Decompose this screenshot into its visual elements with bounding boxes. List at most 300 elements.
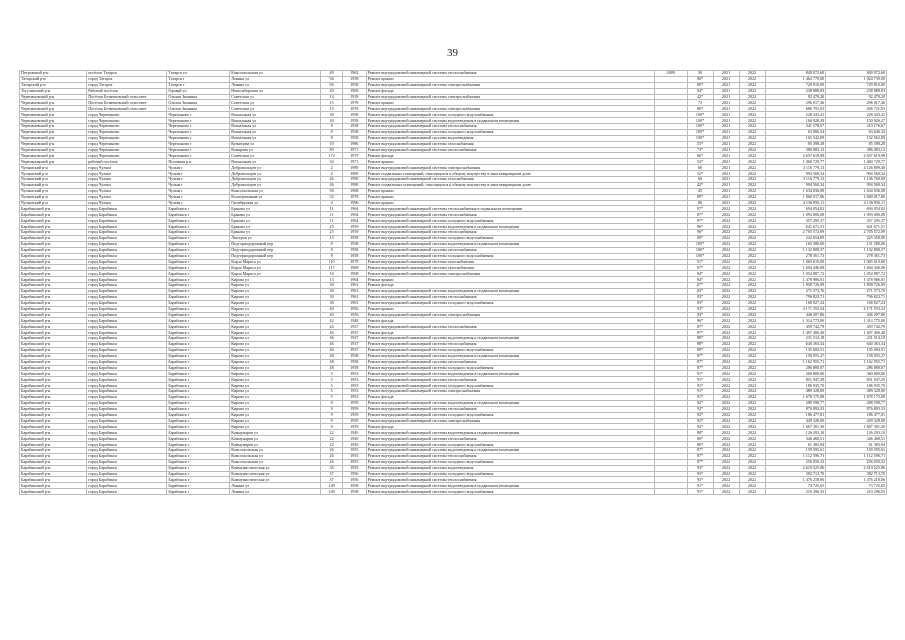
cell-cost-total: 4 136 956,11 [765, 200, 826, 206]
cell-locality: Барабинск г [167, 400, 230, 406]
cell-street: Карла Маркса ул [230, 271, 321, 277]
cell-cost-total: 357 295,37 [765, 218, 826, 224]
cell-plan-year-end: 2022 [739, 100, 765, 106]
cell-plan-year-end: 2022 [739, 448, 765, 454]
cell-plan-year-end: 2022 [739, 88, 765, 94]
cell-house-number: 94 [321, 82, 343, 88]
cell-district: Барабинский р-н [20, 418, 87, 424]
cell-cost-fund: 1 112 596,71 [826, 453, 887, 459]
cell-locality: Барабинск г [167, 377, 230, 383]
cell-work-type: Ремонт внутридомовой инженерной системы водоотведения в подвальном помещении [366, 336, 654, 342]
cell-cost-fund: 288 598,77 [826, 400, 887, 406]
cell-wear-percent: 60 [687, 165, 713, 171]
cell-plan-year-end: 2022 [739, 347, 765, 353]
cell-work-type: Ремонт внутридомовой инженерной системы электроснабжения [366, 312, 654, 318]
cell-street: Кирова ул [230, 400, 321, 406]
cell-cost-fund: 876 893,33 [826, 406, 887, 412]
cell-cost-total: 165 542,09 [765, 135, 826, 141]
cell-settlement-type: город Барабинск [87, 294, 167, 300]
cell-cost-total: 641 671,51 [765, 224, 826, 230]
cell-cost-fund: 286 880,07 [826, 365, 887, 371]
cell-plan-year-start: 2022 [713, 418, 739, 424]
cell-settlement-type: город Барабинск [87, 212, 167, 218]
cell-plan-year-end: 2022 [739, 377, 765, 383]
cell-settlement-type: город Барабинск [87, 230, 167, 236]
cell-locality: Чулым г [167, 188, 230, 194]
cell-plan-year-start: 2022 [713, 294, 739, 300]
cell-plan-year-start: 2021 [713, 118, 739, 124]
cell-build-year: 1978 [342, 100, 366, 106]
cell-plan-year-end: 2022 [739, 318, 765, 324]
cell-street: Коммунаров ул [230, 436, 321, 442]
cell-district: Барабинский р-н [20, 489, 87, 495]
page-number: 39 [447, 47, 458, 59]
cell-settlement-type: город Черепаново [87, 124, 167, 130]
cell-district: Барабинский р-н [20, 377, 87, 383]
cell-plan-year-end: 2022 [739, 129, 765, 135]
cell-settlement-type: город Барабинск [87, 389, 167, 395]
cell-cost-total: 1 858 726,09 [765, 283, 826, 289]
cell-cost-fund: 4 171 553,54 [826, 306, 887, 312]
cell-street: Брынзы ул [230, 212, 321, 218]
cell-settlement-type: город Барабинск [87, 448, 167, 454]
cell-work-type: Ремонт внутридомовой инженерной системы теплоснабжения [366, 406, 654, 412]
cell-build-year: 1956 [342, 312, 366, 318]
cell-build-year: 1958 [342, 129, 366, 135]
cell-house-number: 40 [321, 312, 343, 318]
cell-settlement-type: город Барабинск [87, 288, 167, 294]
cell-wear-percent: 92* [687, 406, 713, 412]
cell-house-number: 8 [321, 124, 343, 130]
cell-work-type: Ремонт внутридомовой инженерной системы водоотведения в подвальном помещении [366, 118, 654, 124]
cell-cost-fund: 386 083,13 [826, 147, 887, 153]
cell-cost-total: 278 361,73 [765, 253, 826, 259]
cell-house-number: 48 [321, 353, 343, 359]
cell-cost-fund: 85 398,28 [826, 141, 887, 147]
cell-build-year: 1937 [342, 330, 366, 336]
cell-settlement-type: город Барабинск [87, 483, 167, 489]
cell-plan-year-end: 2022 [739, 430, 765, 436]
cell-build-year: 1978 [342, 106, 366, 112]
cell-plan-year-end: 2022 [739, 418, 765, 424]
cell-work-type: Ремонт внутридомовой инженерной системы водоотведения в подвальном помещении [366, 448, 654, 454]
cell-house-number: 34 [321, 159, 343, 165]
cell-wear-percent: 87* [687, 459, 713, 465]
cell-street: Кирова ул [230, 347, 321, 353]
cell-wear-percent: 60 [687, 177, 713, 183]
cell-cost-total: 449 328,00 [765, 418, 826, 424]
cell-locality: Барабинск г [167, 294, 230, 300]
cell-plan-year-end: 2022 [739, 265, 765, 271]
cell-plan-year-start: 2022 [713, 453, 739, 459]
cell-cost-total: 73 725,65 [765, 483, 826, 489]
cell-cost-total: 459 742,79 [765, 324, 826, 330]
cell-street: Кирова ул [230, 288, 321, 294]
cell-wear-percent: 66* [687, 153, 713, 159]
cell-plan-year-start: 2022 [713, 306, 739, 312]
cell-wear-percent: 100* [687, 112, 713, 118]
cell-district: Барабинский р-н [20, 235, 87, 241]
cell-district: Барабинский р-н [20, 448, 87, 454]
cell-plan-year-end: 2022 [739, 436, 765, 442]
cell-cost-fund: 231 514,18 [826, 336, 887, 342]
cell-wear-percent: 80* [687, 235, 713, 241]
cell-wear-percent: 52* [687, 171, 713, 177]
cell-house-number: 48 [321, 359, 343, 365]
cell-build-year: 1956 [342, 471, 366, 477]
cell-plan-year-start: 2021 [713, 153, 739, 159]
cell-plan-year-start: 2021 [713, 171, 739, 177]
cell-locality: Черепаново г [167, 135, 230, 141]
cell-house-number: 46 [321, 341, 343, 347]
cell-plan-year-start: 2021 [713, 194, 739, 200]
cell-plan-year-end: 2022 [739, 406, 765, 412]
cell-street: Вокзальная ул [230, 129, 321, 135]
cell-build-year: 1959 [342, 224, 366, 230]
cell-wear-percent: 92* [687, 400, 713, 406]
cell-plan-year-end: 2022 [739, 400, 765, 406]
cell-locality: Черепаново г [167, 118, 230, 124]
cell-plan-year-end: 2022 [739, 277, 765, 283]
cell-build-year: 1962 [342, 71, 366, 77]
cell-house-number: 14 [321, 94, 343, 100]
cell-plan-year-start: 2022 [713, 412, 739, 418]
cell-plan-year-end: 2022 [739, 188, 765, 194]
cell-cost-fund: 126 293,10 [826, 430, 887, 436]
cell-locality: Ольхов Зимника [167, 106, 230, 112]
cell-cost-fund: 186 935,70 [826, 383, 887, 389]
cell-house-number: 8 [321, 247, 343, 253]
cell-district: Барабинский р-н [20, 253, 87, 259]
cell-build-year: 1990 [342, 177, 366, 183]
cell-street: Кирова ул [230, 294, 321, 300]
cell-cost-total: 729 810,00 [765, 82, 826, 88]
cell-wear-percent: 93* [687, 465, 713, 471]
cell-work-type: Ремонт крыши [366, 200, 654, 206]
cell-settlement-type: город Барабинск [87, 265, 167, 271]
cell-work-type: Ремонт внутридомовой инженерной системы газоснабжения [366, 141, 654, 147]
cell-district: Барабинский р-н [20, 224, 87, 230]
cell-work-type: Ремонт внутридомовой инженерной системы теплоснабжения [366, 247, 654, 253]
cell-cost-fund: 1 314 775,00 [826, 318, 887, 324]
cell-wear-percent: 94* [687, 88, 713, 94]
cell-settlement-type: город Барабинск [87, 259, 167, 265]
cell-house-number: 9 [321, 412, 343, 418]
cell-locality: Барабинск г [167, 341, 230, 347]
cell-district: Черепановский р-н [20, 124, 87, 130]
cell-cost-total: 1 604 446,08 [765, 265, 826, 271]
cell-wear-percent: 73* [687, 147, 713, 153]
cell-cost-total: 256 050,32 [765, 459, 826, 465]
cell-settlement-type: город Барабинск [87, 477, 167, 483]
cell-street: Ленина ул [230, 489, 321, 495]
cell-locality: Барабинск г [167, 288, 230, 294]
cell-locality: Барабинск г [167, 430, 230, 436]
cell-work-type: Ремонт внутридомовой инженерной системы холодного водоснабжения [366, 365, 654, 371]
cell-build-year: 1968 [342, 188, 366, 194]
cell-district: Черепановский р-н [20, 118, 87, 124]
cell-cost-fund: 640 363,34 [826, 341, 887, 347]
cell-locality: Барабинск г [167, 353, 230, 359]
cell-plan-year-start: 2022 [713, 253, 739, 259]
cell-work-type: Ремонт фасада [366, 424, 654, 430]
cell-work-type: Ремонт внутридомовой инженерной системы водоотведения в подвальном помещении [366, 224, 654, 230]
cell-locality: Барабинск г [167, 230, 230, 236]
cell-street: Карла Маркса ул [230, 259, 321, 265]
cell-house-number: 172 [321, 153, 343, 159]
cell-cost-fund: 159 595,61 [826, 448, 887, 454]
cell-district: Барабинский р-н [20, 347, 87, 353]
cell-cost-total: 2 705 572,09 [765, 230, 826, 236]
cell-work-type: Ремонт внутридомовой инженерной системы электроснабжения [366, 418, 654, 424]
cell-cost-fund: 210 296,55 [826, 489, 887, 495]
cell-plan-year-start: 2022 [713, 477, 739, 483]
cell-build-year: 1958 [342, 135, 366, 141]
cell-plan-year-end: 2022 [739, 194, 765, 200]
cell-street: Добровольцев ул [230, 171, 321, 177]
cell-build-year: 1971 [342, 159, 366, 165]
cell-street: Кирова ул [230, 371, 321, 377]
cell-plan-year-start: 2021 [713, 112, 739, 118]
cell-settlement-type: город Барабинск [87, 442, 167, 448]
cell-district: Барабинский р-н [20, 294, 87, 300]
cell-plan-year-start: 2021 [713, 106, 739, 112]
cell-locality: Барабинск г [167, 465, 230, 471]
cell-settlement-type: город Барабинск [87, 206, 167, 212]
cell-work-type: Ремонт внутридомовой инженерной системы холодного водоснабжения [366, 442, 654, 448]
cell-build-year: 1959 [342, 400, 366, 406]
cell-plan-year-start: 2021 [713, 200, 739, 206]
cell-house-number: 46 [321, 330, 343, 336]
cell-work-type: Ремонт крыши [366, 159, 654, 165]
cell-district: Чулымский р-н [20, 165, 87, 171]
cell-street: Советская ул [230, 100, 321, 106]
cell-house-number: 22 [321, 436, 343, 442]
cell-house-number: 8 [321, 129, 343, 135]
cell-settlement-type: город Барабинск [87, 283, 167, 289]
cell-plan-year-end: 2022 [739, 471, 765, 477]
cell-cost-total: 346 468,51 [765, 436, 826, 442]
cell-build-year: 1971 [342, 147, 366, 153]
cell-build-year: 1937 [342, 324, 366, 330]
cell-house-number: 56 [321, 188, 343, 194]
cell-contract-year: 2009 [655, 71, 688, 77]
cell-district: Барабинский р-н [20, 277, 87, 283]
cell-cost-fund: 1 660 017,86 [826, 194, 887, 200]
cell-work-type: Ремонт внутридомовой инженерной системы газоснабжения [366, 177, 654, 183]
cell-plan-year-start: 2022 [713, 241, 739, 247]
cell-settlement-type: город Барабинск [87, 418, 167, 424]
cell-cost-total: 1 476 218,06 [765, 477, 826, 483]
cell-cost-total: 2 619 525,86 [765, 465, 826, 471]
cell-locality: Татарск г [167, 76, 230, 82]
cell-wear-percent: 93* [687, 477, 713, 483]
cell-wear-percent: 80* [687, 106, 713, 112]
cell-cost-fund: 694 054,02 [826, 206, 887, 212]
cell-settlement-type: город Барабинск [87, 383, 167, 389]
cell-wear-percent: 80* [687, 82, 713, 88]
cell-district: Барабинский р-н [20, 459, 87, 465]
cell-street: Кирова ул [230, 318, 321, 324]
cell-locality: Барабинск г [167, 412, 230, 418]
cell-cost-fund: 346 468,51 [826, 436, 887, 442]
cell-cost-total: 92 470,20 [765, 94, 826, 100]
cell-plan-year-end: 2022 [739, 153, 765, 159]
cell-build-year: 1969 [342, 265, 366, 271]
cell-plan-year-start: 2021 [713, 165, 739, 171]
cell-wear-percent: 53* [687, 141, 713, 147]
cell-build-year: 1953 [342, 383, 366, 389]
cell-cost-total: 1 678 175,08 [765, 394, 826, 400]
cell-plan-year-start: 2022 [713, 230, 739, 236]
cell-wear-percent: 91* [687, 483, 713, 489]
cell-district: Барабинский р-н [20, 453, 87, 459]
cell-wear-percent: 88* [687, 336, 713, 342]
cell-plan-year-start: 2022 [713, 341, 739, 347]
cell-plan-year-end: 2022 [739, 241, 765, 247]
cell-cost-fund: 238 888,83 [826, 88, 887, 94]
cell-build-year: 1955 [342, 459, 366, 465]
cell-settlement-type: город Барабинск [87, 318, 167, 324]
cell-work-type: Ремонт внутридомовой инженерной системы теплоснабжения [366, 124, 654, 130]
cell-cost-total: 1 460 729,77 [765, 159, 826, 165]
cell-plan-year-end: 2022 [739, 224, 765, 230]
cell-wear-percent: 91* [687, 389, 713, 395]
cell-plan-year-start: 2022 [713, 330, 739, 336]
cell-settlement-type: город Татарск [87, 82, 167, 88]
cell-cost-fund: 1 093 006,08 [826, 212, 887, 218]
cell-cost-fund: 1 604 446,08 [826, 265, 887, 271]
cell-build-year: 1959 [342, 418, 366, 424]
cell-house-number: 9 [321, 418, 343, 424]
cell-plan-year-end: 2022 [739, 283, 765, 289]
cell-build-year: 1949 [342, 430, 366, 436]
cell-cost-fund: 168 827,24 [826, 300, 887, 306]
cell-build-year: 1958 [342, 489, 366, 495]
cell-plan-year-end: 2022 [739, 259, 765, 265]
cell-locality: Барабинск г [167, 371, 230, 377]
cell-cost-total: 1 667 301,30 [765, 424, 826, 430]
cell-work-type: Ремонт внутридомовой инженерной системы электроснабжения [366, 271, 654, 277]
cell-work-type: Ремонт внутридомовой инженерной системы водоотведения в подвальном помещении [366, 241, 654, 247]
cell-cost-fund: 446 207,86 [826, 312, 887, 318]
cell-house-number: 20 [321, 88, 343, 94]
cell-build-year: 1953 [342, 389, 366, 395]
cell-plan-year-end: 2022 [739, 489, 765, 495]
cell-locality: Барабинск г [167, 253, 230, 259]
cell-wear-percent: 83* [687, 294, 713, 300]
cell-house-number: 25 [321, 224, 343, 230]
cell-cost-total: 288 598,77 [765, 400, 826, 406]
cell-cost-fund: 1 065 610,00 [826, 259, 887, 265]
cell-cost-total: 849 072,60 [765, 71, 826, 77]
cell-work-type: Ремонт внутридомовой инженерной системы холодного водоснабжения [366, 129, 654, 135]
cell-house-number: 85 [321, 147, 343, 153]
cell-plan-year-end: 2022 [739, 71, 765, 77]
cell-wear-percent: 87* [687, 353, 713, 359]
cell-settlement-type: город Чулым [87, 200, 167, 206]
cell-build-year: 1989 [342, 165, 366, 171]
cell-plan-year-start: 2021 [713, 147, 739, 153]
cell-locality: Барабинск г [167, 265, 230, 271]
cell-work-type: Ремонт крыши [366, 194, 654, 200]
cell-cost-total: 238 888,83 [765, 88, 826, 94]
cell-plan-year-start: 2021 [713, 182, 739, 188]
cell-settlement-type: город Барабинск [87, 365, 167, 371]
cell-district: Чулымский р-н [20, 171, 87, 177]
cell-wear-percent: 96* [687, 318, 713, 324]
cell-plan-year-start: 2021 [713, 100, 739, 106]
cell-house-number: 10 [321, 141, 343, 147]
cell-street: Кирова ул [230, 424, 321, 430]
cell-settlement-type: город Барабинск [87, 359, 167, 365]
cell-cost-fund: 296 017,46 [826, 100, 887, 106]
cell-street: Кирова ул [230, 312, 321, 318]
cell-district: Барабинский р-н [20, 241, 87, 247]
cell-district: Барабинский р-н [20, 218, 87, 224]
cell-work-type: Ремонт внутридомовой инженерной системы теплоснабжения [366, 230, 654, 236]
cell-settlement-type: город Барабинск [87, 341, 167, 347]
cell-plan-year-end: 2022 [739, 112, 765, 118]
cell-locality: Посевная р.п. [167, 159, 230, 165]
cell-cost-fund: 228 343,41 [826, 112, 887, 118]
cell-plan-year-end: 2022 [739, 306, 765, 312]
cell-cost-total: 186 935,70 [765, 383, 826, 389]
cell-cost-fund: 449 328,00 [826, 418, 887, 424]
cell-work-type: Ремонт внутридомовой инженерной системы теплоснабжения [366, 477, 654, 483]
cell-street: Брынзы ул [230, 224, 321, 230]
cell-work-type: Ремонт внутридомовой инженерной системы холодного водоснабжения [366, 383, 654, 389]
cell-plan-year-end: 2022 [739, 271, 765, 277]
cell-wear-percent: 91* [687, 394, 713, 400]
cell-settlement-type: посёлок Татарск [87, 71, 167, 77]
cell-wear-percent: 67* [687, 265, 713, 271]
cell-build-year: 1958 [342, 82, 366, 88]
cell-street: Добровольцев ул [230, 177, 321, 183]
cell-district: Барабинский р-н [20, 318, 87, 324]
cell-wear-percent: 87* [687, 218, 713, 224]
cell-build-year: 1959 [342, 230, 366, 236]
cell-wear-percent: 87* [687, 206, 713, 212]
cell-street: Советская ул [230, 106, 321, 112]
cell-cost-total: 1 407 406,48 [765, 330, 826, 336]
cell-street: Комсомольская ул [230, 448, 321, 454]
cell-cost-fund: 278 361,73 [826, 253, 887, 259]
cell-district: Барабинский р-н [20, 365, 87, 371]
cell-house-number: 46 [321, 336, 343, 342]
cell-settlement-type: город Барабинск [87, 347, 167, 353]
cell-cost-total: 186 477,81 [765, 412, 826, 418]
cell-street: Подгорнодорожный пер [230, 247, 321, 253]
cell-house-number: 5 [321, 389, 343, 395]
cell-settlement-type: город Черепаново [87, 112, 167, 118]
cell-work-type: Ремонт фасада [366, 153, 654, 159]
cell-build-year: 1961 [342, 300, 366, 306]
cell-locality: Барабинск г [167, 259, 230, 265]
cell-wear-percent: 83* [687, 300, 713, 306]
cell-district: Черепановский р-н [20, 94, 87, 100]
cell-cost-total: 210 296,55 [765, 489, 826, 495]
cell-plan-year-end: 2022 [739, 118, 765, 124]
cell-plan-year-end: 2022 [739, 230, 765, 236]
cell-build-year: 1986 [342, 141, 366, 147]
cell-house-number: 110 [321, 259, 343, 265]
cell-house-number: 5 [321, 383, 343, 389]
cell-wear-percent: 73 [687, 100, 713, 106]
cell-build-year: 1918 [342, 94, 366, 100]
cell-locality: Барабинск г [167, 312, 230, 318]
cell-street: Ленина ул [230, 76, 321, 82]
